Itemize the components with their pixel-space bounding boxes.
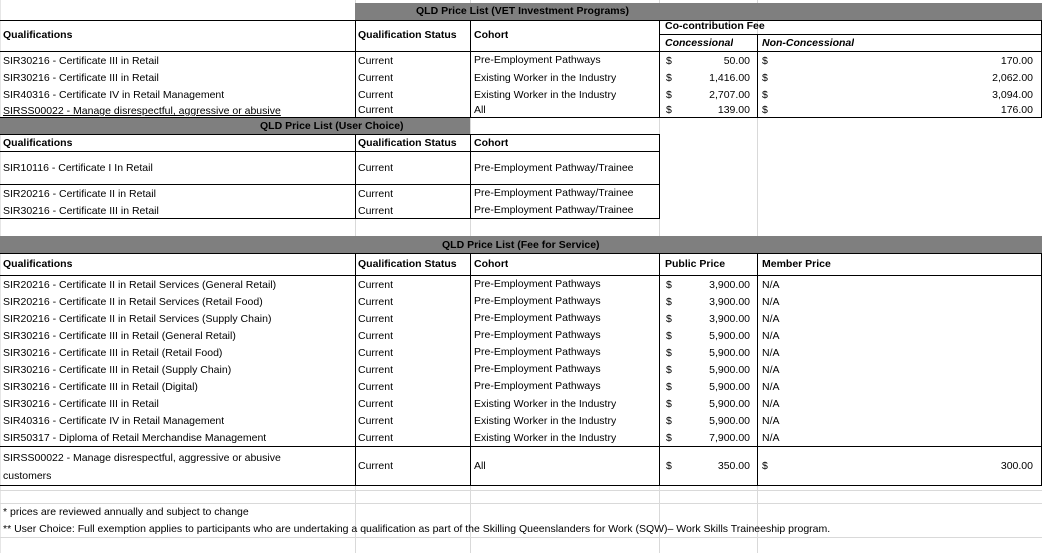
ffs-status: Current [358,280,394,291]
border [0,20,1042,21]
ffs-status: Current [358,348,394,359]
ffs-status: Current [358,382,394,393]
border [0,275,1042,276]
ffs-qual: SIR20216 - Certificate II in Retail Services (Supply Chain) [3,314,272,325]
vet-header-fee: Co-contribution Fee [665,21,765,32]
ffs-member-price: N/A [762,399,780,410]
ffs-public-price: 350.00 [717,461,750,472]
ffs-member-price: N/A [762,365,780,376]
vet-nonconcessional: 2,062.00 [992,73,1033,84]
border [0,51,1042,52]
ffs-cohort: Existing Worker in the Industry [474,433,617,444]
ffs-status: Current [358,433,394,444]
ffs-status: Current [358,365,394,376]
vet-qual: SIR40316 - Certificate IV in Retail Management [3,90,225,101]
vet-nonconcessional: 3,094.00 [992,90,1033,101]
ffs-cohort: Existing Worker in the Industry [474,416,617,427]
ffs-qual: SIR40316 - Certificate IV in Retail Management [3,416,225,427]
uc-header-cohort: Cohort [474,138,509,149]
border [757,253,758,485]
border [659,20,660,117]
ffs-qual: SIR30216 - Certificate III in Retail (Supply Chain) [3,365,232,376]
vet-currency: $ [666,90,672,101]
ffs-currency: $ [666,297,672,308]
ffs-status: Current [358,399,394,410]
ffs-public-price: 5,900.00 [709,382,750,393]
uc-cohort: Pre-Employment Pathway/Trainee [474,205,634,216]
ffs-currency: $ [666,399,672,410]
ffs-member-price: N/A [762,314,780,325]
ffs-member-price: N/A [762,297,780,308]
ffs-member-price: N/A [762,331,780,342]
ffs-status: Current [358,331,394,342]
ffs-public-price: 7,900.00 [709,433,750,444]
uc-qual: SIR20216 - Certificate II in Retail [3,189,156,200]
border [355,134,356,218]
ffs-member-price: N/A [762,280,780,291]
border [0,218,660,219]
border [470,134,471,218]
ffs-qual: SIRSS00022 - Manage disrespectful, aggressive or abusive [3,453,281,464]
ffs-qual: SIR30216 - Certificate III in Retail (General Retail) [3,331,236,342]
ffs-member-price: N/A [762,348,780,359]
ffs-currency: $ [762,461,768,472]
vet-title: QLD Price List (VET Investment Programs) [416,5,629,17]
ffs-currency: $ [666,416,672,427]
vet-concessional: 2,707.00 [709,90,750,101]
ffs-member-price: 300.00 [1000,461,1033,472]
ffs-cohort: Pre-Employment Pathways [474,381,601,392]
ffs-public-price: 5,900.00 [709,365,750,376]
vet-currency: $ [666,56,672,67]
ffs-cohort: Pre-Employment Pathways [474,313,601,324]
ffs-currency: $ [666,382,672,393]
vet-qual: SIR30216 - Certificate III in Retail [3,73,159,84]
ffs-qual: SIR20216 - Certificate II in Retail Services (General Retail) [3,280,277,291]
ffs-currency: $ [666,331,672,342]
vet-header-status: Qualification Status [358,30,457,41]
vet-cohort: Existing Worker in the Industry [474,90,617,101]
vet-header-concessional: Concessional [665,38,734,49]
ffs-status: Current [358,314,394,325]
border [757,34,758,117]
ffs-member-price: N/A [762,416,780,427]
ffs-status: Current [358,416,394,427]
ffs-public-price: 5,900.00 [709,399,750,410]
ffs-header-public: Public Price [665,259,726,270]
vet-currency: $ [762,56,768,67]
ffs-cohort: Pre-Employment Pathways [474,296,601,307]
ffs-header-status: Qualification Status [358,259,457,270]
uc-header-qualifications: Qualifications [3,138,73,149]
ffs-public-price: 5,900.00 [709,348,750,359]
ffs-title: QLD Price List (Fee for Service) [442,239,600,251]
ffs-header-qualifications: Qualifications [3,259,73,270]
vet-currency: $ [762,90,768,101]
ffs-qual: SIR50317 - Diploma of Retail Merchandise Management [3,433,267,444]
border [0,184,660,185]
ffs-currency: $ [666,365,672,376]
vet-header-cohort: Cohort [474,30,509,41]
vet-concessional: 1,416.00 [709,73,750,84]
vet-currency: $ [762,105,768,116]
ffs-cohort: Pre-Employment Pathways [474,347,601,358]
uc-status: Current [358,189,394,200]
vet-concessional: 139.00 [717,105,750,116]
uc-status: Current [358,163,394,174]
ffs-cohort: Existing Worker in the Industry [474,399,617,410]
ffs-public-price: 5,900.00 [709,331,750,342]
note-user-choice: ** User Choice: Full exemption applies to participants who are undertaking a qualification as part of the Skilling Queenslanders for Work (SQW)– Work Skills Traineeship program. [3,524,831,535]
vet-currency: $ [762,73,768,84]
vet-cohort: Existing Worker in the Industry [474,73,617,84]
uc-title: QLD Price List (User Choice) [260,120,404,132]
uc-cohort: Pre-Employment Pathway/Trainee [474,163,634,174]
ffs-currency: $ [666,280,672,291]
border [0,446,1042,447]
border [355,253,356,485]
border [0,253,1042,254]
ffs-status: Current [358,461,394,472]
ffs-member-price: N/A [762,433,780,444]
border [0,134,660,135]
ffs-cohort: Pre-Employment Pathways [474,364,601,375]
ffs-header-cohort: Cohort [474,259,509,270]
border [470,253,471,485]
border [355,20,356,117]
ffs-cohort: Pre-Employment Pathways [474,279,601,290]
uc-header-status: Qualification Status [358,138,457,149]
uc-qual: SIR30216 - Certificate III in Retail [3,206,159,217]
ffs-public-price: 3,900.00 [709,280,750,291]
vet-qual: SIR30216 - Certificate III in Retail [3,56,159,67]
uc-qual: SIR10116 - Certificate I In Retail [3,163,153,174]
border [0,485,1042,486]
vet-nonconcessional: 170.00 [1000,56,1033,67]
gridline [0,490,1042,491]
uc-status: Current [358,206,394,217]
border [659,253,660,485]
vet-cohort: All [474,105,486,116]
ffs-qual: SIR30216 - Certificate III in Retail (Digital) [3,382,198,393]
ffs-qual: SIR20216 - Certificate II in Retail Services (Retail Food) [3,297,263,308]
vet-currency: $ [666,73,672,84]
ffs-header-member: Member Price [762,259,831,270]
ffs-cohort: Pre-Employment Pathways [474,330,601,341]
vet-qual: SIRSS00022 - Manage disrespectful, aggressive or abusive [3,106,281,117]
vet-title-band-right [660,3,1042,20]
ffs-cohort: All [474,461,486,472]
gridline [0,537,1042,538]
ffs-public-price: 3,900.00 [709,297,750,308]
ffs-public-price: 3,900.00 [709,314,750,325]
ffs-qual-continued: customers [3,471,52,482]
vet-currency: $ [666,105,672,116]
ffs-public-price: 5,900.00 [709,416,750,427]
border [470,20,471,117]
vet-concessional: 50.00 [723,56,750,67]
ffs-member-price: N/A [762,382,780,393]
border [0,151,660,152]
gridline [0,503,1042,504]
ffs-currency: $ [666,348,672,359]
ffs-status: Current [358,297,394,308]
ffs-currency: $ [666,461,672,472]
note-prices-reviewed: * prices are reviewed annually and subject to change [3,507,249,518]
uc-cohort: Pre-Employment Pathway/Trainee [474,188,634,199]
border [660,34,1042,35]
ffs-currency: $ [666,314,672,325]
ffs-qual: SIR30216 - Certificate III in Retail (Retail Food) [3,348,223,359]
vet-cohort: Pre-Employment Pathways [474,55,601,66]
vet-status: Current [358,56,394,67]
vet-status: Current [358,90,394,101]
vet-nonconcessional: 176.00 [1000,105,1033,116]
vet-header-nonconcessional: Non-Concessional [762,38,855,49]
vet-header-qualifications: Qualifications [3,30,73,41]
vet-status: Current [358,73,394,84]
border [659,134,660,218]
ffs-currency: $ [666,433,672,444]
ffs-qual: SIR30216 - Certificate III in Retail [3,399,159,410]
vet-status: Current [358,105,394,116]
